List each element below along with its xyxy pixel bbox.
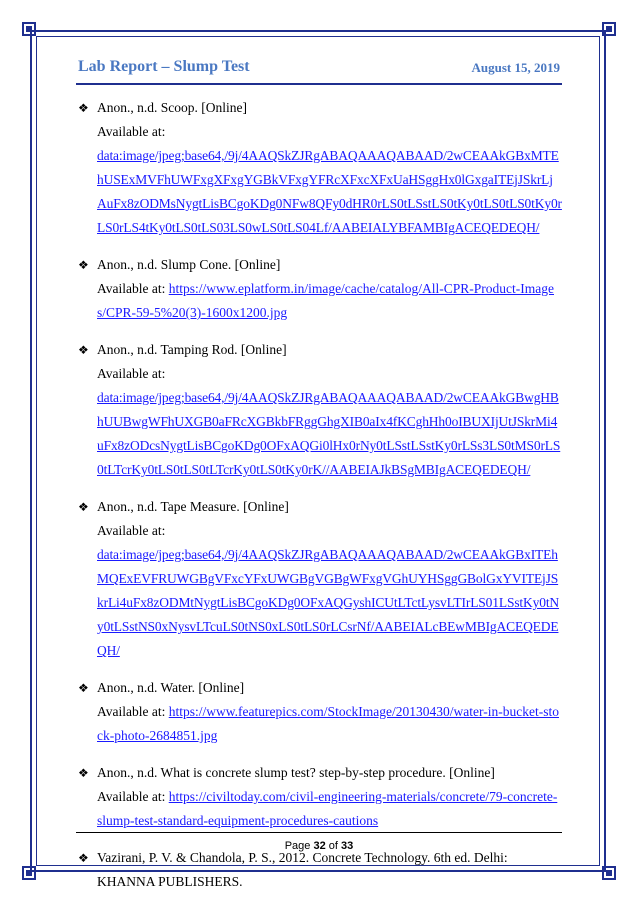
corner-ornament-bottom-right	[602, 866, 616, 880]
reference-link[interactable]: data:image/jpeg;base64,/9j/4AAQSkZJRgABAQAAAQABAAD/2wCEAAkGBxITEhMQExEVFRUWGBgVFxcYFxUWGBgVGBgWFxgVGhUYHSggGBolGxYVITEjJSkrLi4uFx8zODMtNygtLisBCgoKDg0OFxAQGyshICUtLTctLysvLTIrLS01LSstKy0tNy0tLSstNS0xNysvLTcuLS0tNS0xLS0tLS0rLCsrNf/AABEIALcBEwMBIgACEQEDEQH/	[97, 547, 560, 658]
footer-divider	[76, 832, 562, 833]
reference-item	[78, 676, 562, 748]
reference-available: Available at:	[97, 281, 169, 296]
reference-text: Anon., n.d. What is concrete slump test? step-by-step procedure. [Online]	[97, 765, 495, 780]
of-label: of	[325, 840, 342, 852]
reference-available: Available at:	[97, 789, 169, 804]
corner-ornament-bottom-left	[22, 866, 36, 880]
diamond-bullet-icon: ❖	[78, 258, 89, 272]
reference-item	[78, 495, 562, 663]
diamond-bullet-icon: ❖	[78, 101, 89, 115]
reference-available: Available at:	[97, 704, 169, 719]
page-label: Page	[284, 840, 314, 852]
page-footer	[0, 840, 638, 852]
reference-available: Available at:	[97, 523, 166, 538]
reference-text: Anon., n.d. Scoop. [Online]	[97, 100, 247, 115]
reference-text: Anon., n.d. Water. [Online]	[97, 680, 245, 695]
reference-text: Vazirani, P. V. & Chandola, P. S., 2012. Concrete Technology. 6th ed. Delhi: KHANNA PUBLISHERS.	[97, 850, 508, 889]
diamond-bullet-icon: ❖	[78, 343, 89, 357]
reference-text: Anon., n.d. Tape Measure. [Online]	[97, 499, 289, 514]
header-date: August 15, 2019	[471, 60, 560, 75]
reference-link[interactable]: https://www.featurepics.com/StockImage/20130430/water-in-bucket-stock-photo-2684851.jpg	[97, 704, 559, 743]
reference-text: Anon., n.d. Tamping Rod. [Online]	[97, 342, 287, 357]
reference-available: Available at:	[97, 366, 166, 381]
reference-link[interactable]: https://www.eplatform.in/image/cache/catalog/All-CPR-Product-Images/CPR-59-5%20(3)-1600x1200.jpg	[97, 281, 554, 320]
corner-ornament-top-left	[22, 22, 36, 36]
reference-link[interactable]: data:image/jpeg;base64,/9j/4AAQSkZJRgABAQAAAQABAAD/2wCEAAkGBxMTEhUSExMVFhUWFxgXFxgYGBkVFxgYFRcXFxcXFxUaHSggHx0lGxgaITEjJSkrLjAuFx8zODMsNygtLisBCgoKDg0NFw8QFy0dHR0rLS0tLSstLS0tKy0tLS0tLS0tKy0rLS0rLS4tKy0tLS0tLS03LS0wLS0tLS04Lf/AABEIALYBFAMBIgACEQEDEQH/	[97, 148, 562, 235]
header-title: Lab Report – Slump Test	[78, 58, 250, 75]
total-pages: 33	[341, 840, 354, 852]
reference-link[interactable]: https://civiltoday.com/civil-engineering-materials/concrete/79-concrete-slump-test-standard-equipment-procedures-cautions	[97, 789, 558, 828]
reference-list	[78, 96, 562, 907]
reference-item	[78, 338, 562, 482]
diamond-bullet-icon: ❖	[78, 851, 89, 865]
reference-text: Anon., n.d. Slump Cone. [Online]	[97, 257, 281, 272]
diamond-bullet-icon: ❖	[78, 500, 89, 514]
diamond-bullet-icon: ❖	[78, 766, 89, 780]
corner-ornament-top-right	[602, 22, 616, 36]
reference-available: Available at:	[97, 124, 166, 139]
reference-item	[78, 96, 562, 240]
page-number: 32	[313, 840, 326, 852]
header-divider	[76, 83, 562, 85]
reference-item	[78, 761, 562, 833]
diamond-bullet-icon: ❖	[78, 681, 89, 695]
reference-link[interactable]: data:image/jpeg;base64,/9j/4AAQSkZJRgABAQAAAQABAAD/2wCEAAkGBwgHBhUUBwgWFhUXGB0aFRcXGBkbFRggGhgXIB0aIx4fKCghHh0oIBUXIjUtJSkrMi4uFx8zODcsNygtLisBCgoKDg0OFxAQGi0lHx0rNy0tLSstLSstKy0rLSs3LS0tMS0rLS0tLTcrKy0tLS0tLS0tLTcrKy0tLS0tKy0rK//AABEIAJkBSgMBIgACEQEDEQH/	[97, 390, 561, 477]
reference-item	[78, 846, 562, 894]
reference-item	[78, 253, 562, 325]
